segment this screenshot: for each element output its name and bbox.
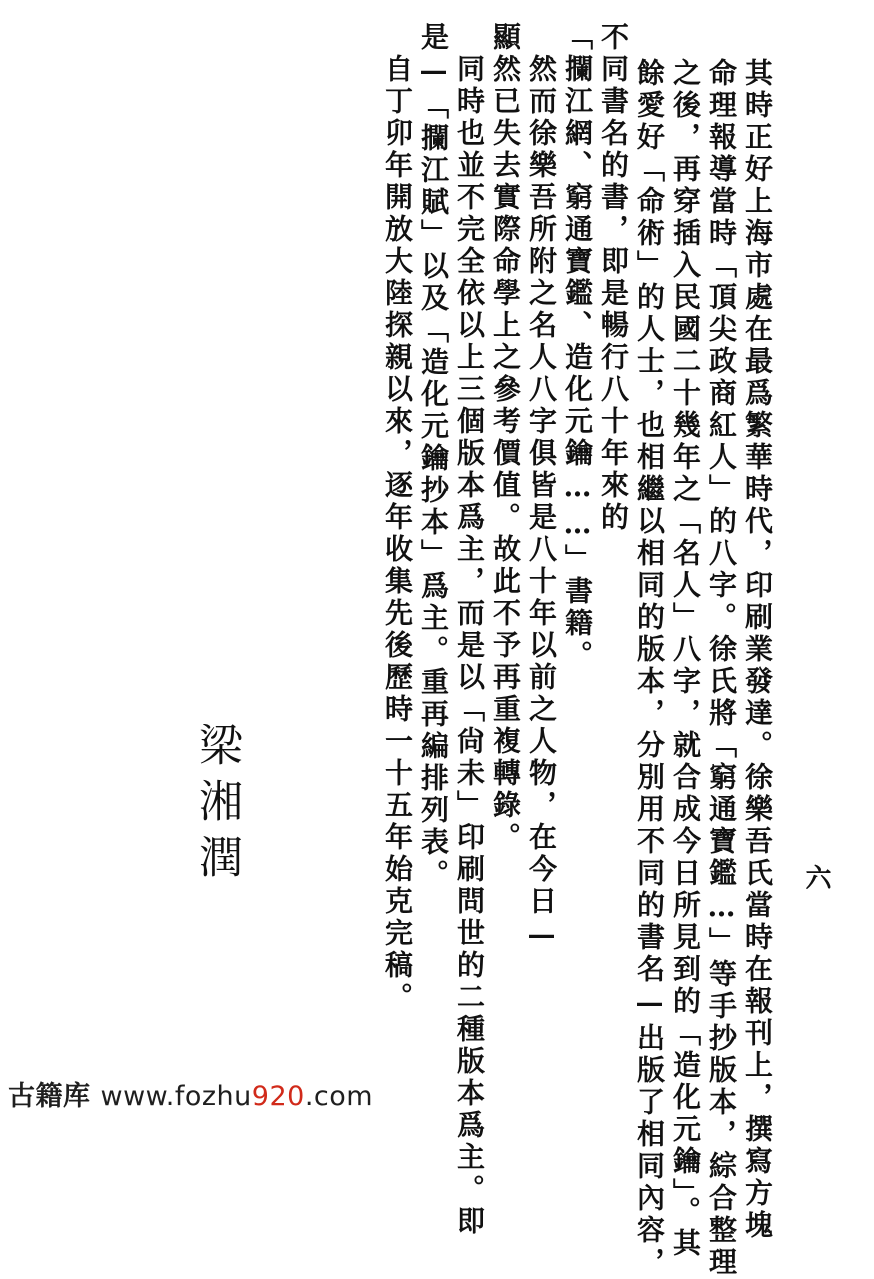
text-column-2: 命理報導當時「頂尖政商紅人」的八字。徐氏將「窮通寶鑑…」等手抄版本，綜合整理 bbox=[705, 58, 738, 1279]
watermark-url-suffix: .com bbox=[304, 1081, 374, 1112]
page-number: 六 bbox=[801, 864, 831, 890]
text-column-11: 自丁卯年開放大陸探親以來，逐年收集先後歷時一十五年始克完稿。 bbox=[381, 22, 414, 1014]
text-column-1: 其時正好上海市處在最爲繁華時代，印刷業發達。徐樂吾氏當時在報刊上，撰寫方塊 bbox=[741, 58, 774, 1242]
text-column-3: 之後，再穿插入民國二十幾年之「名人」八字，就合成今日所見到的「造化元鑰」。其 bbox=[669, 58, 702, 1260]
author-signature: 梁湘潤 bbox=[191, 722, 242, 890]
text-column-5: 不同書名的書，即是暢行八十年來的 bbox=[597, 22, 630, 534]
text-column-6: 「攔江網、窮通寶鑑、造化元鑰……」書籍。 bbox=[561, 22, 594, 672]
text-column-9: 同時也並不完全依以上三個版本爲主，而是以「尙未」印刷問世的二種版本爲主。即 bbox=[453, 22, 486, 1238]
watermark bbox=[8, 1074, 373, 1113]
watermark-url-prefix: www.fozhu bbox=[100, 1081, 252, 1112]
watermark-url-number: 920 bbox=[251, 1081, 305, 1112]
watermark-site-name: 古籍库 bbox=[8, 1081, 91, 1112]
text-column-8: 顯然已失去實際命學上之參考價值。故此不予再重複轉錄。 bbox=[489, 22, 522, 854]
text-column-10: 是—「攔江賦」以及「造化元鑰抄本」爲主。重再編排列表。 bbox=[417, 22, 450, 891]
text-column-7: 然而徐樂吾所附之名人八字俱皆是八十年以前之人物，在今日— bbox=[525, 22, 558, 955]
text-column-4: 餘愛好「命術」的人士，也相繼以相同的版本，分別用不同的書名—出版了相同內容， bbox=[633, 58, 666, 1279]
